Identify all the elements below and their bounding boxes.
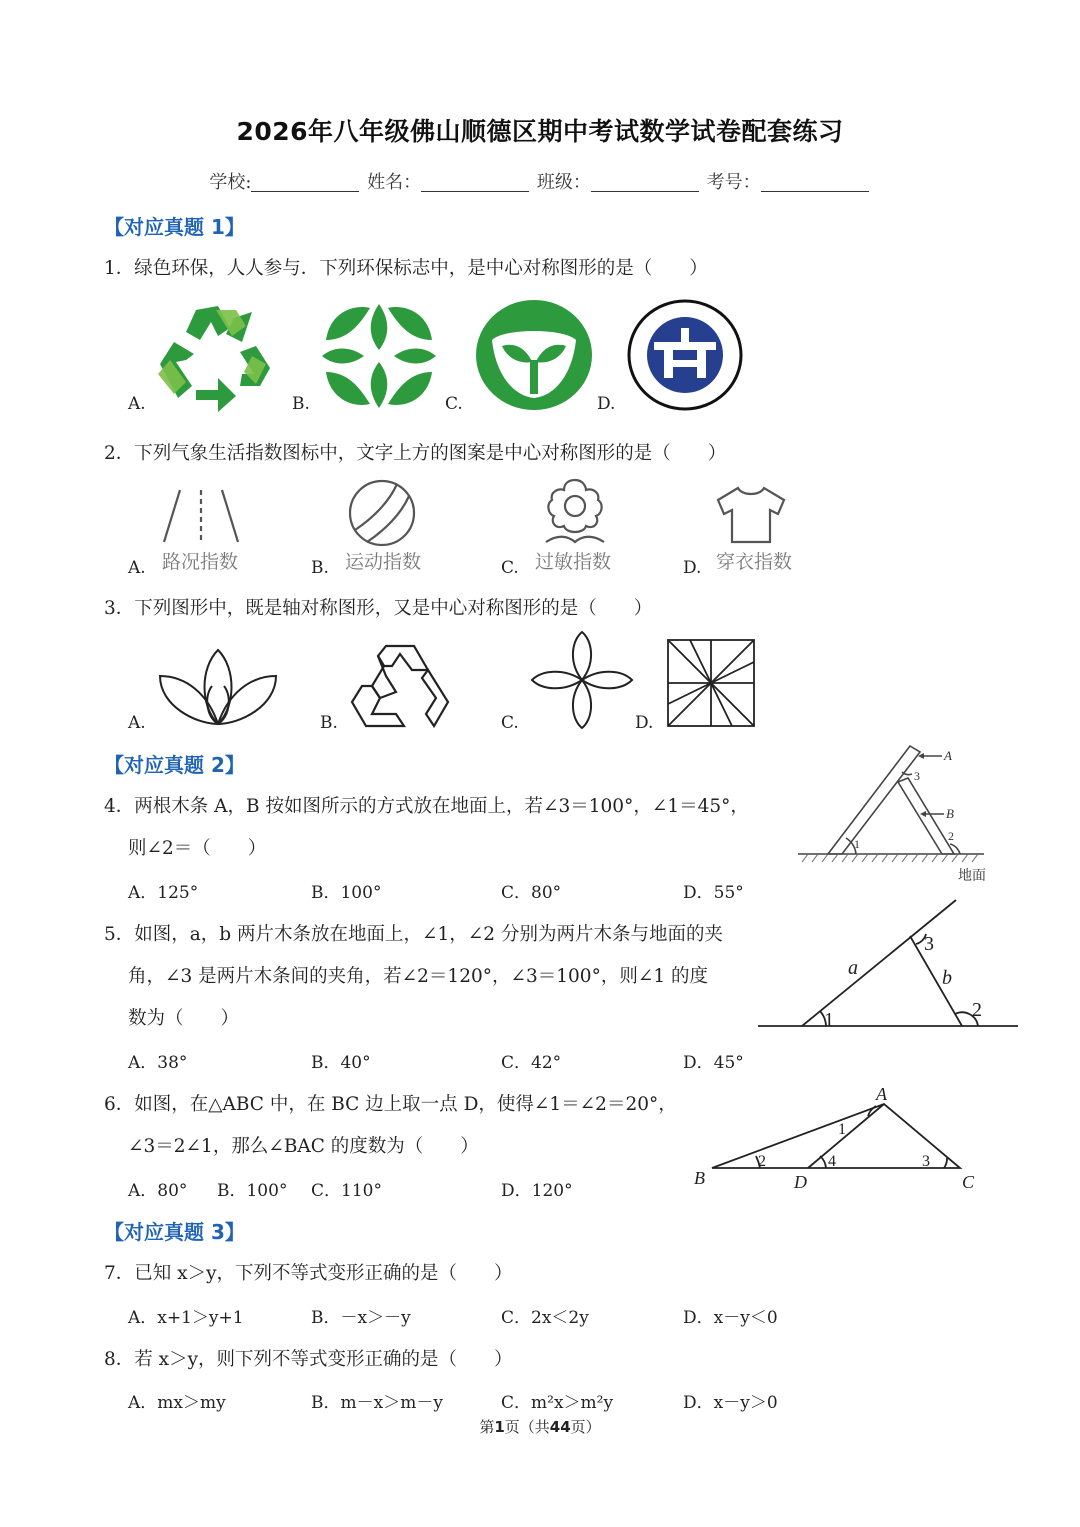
question-2-text: 2．下列气象生活指数图标中，文字上方的图案是中心对称图形的是（ ） [104,443,727,464]
footer-mid: 页（共 [504,1418,550,1436]
q7-option-d: D．x－y＜0 [683,1308,778,1328]
q1-option-c: C. [445,394,463,414]
q8-option-c: C．m²x＞m²y [501,1393,614,1413]
q4-label-b: B [946,806,954,821]
q5-angle-3: 3 [924,933,934,955]
question-6-line-1: 6．如图，在△ABC 中，在 BC 边上取一点 D，使得∠1＝∠2＝20°， [104,1094,677,1115]
question-7-text: 7．已知 x＞y，下列不等式变形正确的是（ ） [104,1263,513,1284]
question-8-text: 8．若 x＞y，则下列不等式变形正确的是（ ） [104,1349,513,1370]
question-5-line-2: 角，∠3 是两片木条间的夹角，若∠2＝120°，∠3＝100°，则∠1 的度 [128,966,708,987]
q4-wooden-sticks-figure [794,742,994,884]
q5-option-a: A．38° [128,1053,188,1073]
exam-no-blank [761,173,869,192]
q2-option-a: A. [128,558,146,578]
clothing-label: 穿衣指数 [716,551,793,573]
leaf-ring-logo-icon [320,300,438,412]
class-blank [591,173,699,192]
triangle-knot-figure-icon [350,642,450,730]
q4-label-a: A [944,748,952,763]
q6-angle-1: 1 [838,1121,846,1138]
section-heading-1: 【对应真题 1】 [104,215,245,239]
q4-option-d: D．55° [683,883,744,903]
q6-vertex-d: D [794,1172,807,1192]
q6-triangle-abc-figure [690,1084,986,1194]
section-heading-3: 【对应真题 3】 [104,1220,245,1244]
blue-emblem-logo-icon [626,298,744,412]
q5-option-d: D．45° [683,1053,744,1073]
q4-angle-1: 1 [854,837,860,851]
q5-option-c: C．42° [501,1053,562,1073]
q3-option-a: A. [128,713,146,733]
q2-option-d: D. [683,558,702,578]
school-blank [251,173,359,192]
school-label: 学校: [209,172,252,193]
q5-angle-2: 2 [972,999,982,1021]
q7-option-c: C．2x＜2y [501,1308,589,1328]
name-blank [421,173,529,192]
q8-option-d: D．x－y＞0 [683,1393,778,1413]
q5-option-b: B．40° [311,1053,371,1073]
sport-ball-icon [345,478,419,548]
exam-no-label: 考号： [706,172,761,193]
question-4-line-1: 4．两根木条 A，B 按如图所示的方式放在地面上，若∠3＝100°，∠1＝45°， [104,796,749,817]
q8-option-a: A．mx＞my [128,1393,226,1413]
q6-option-b: B．100° [217,1181,288,1201]
footer-total-pages: 44 [549,1418,571,1436]
name-label: 姓名： [367,172,422,193]
pinwheel-figure-icon [664,636,758,730]
q4-angle-3: 3 [914,769,920,783]
q4-option-b: B．100° [311,883,382,903]
road-condition-icon [156,486,246,544]
q6-angle-4: 4 [828,1153,836,1170]
question-3-text: 3．下列图形中，既是轴对称图形，又是中心对称图形的是（ ） [104,598,653,619]
recycle-logo-icon [156,302,272,412]
q5-label-b: b [942,967,952,989]
lotus-figure-icon [156,646,282,728]
q2-option-c: C. [501,558,519,578]
question-5-line-1: 5．如图，a，b 两片木条放在地面上，∠1，∠2 分别为两片木条与地面的夹 [104,924,723,945]
class-label: 班级： [536,172,591,193]
q8-option-b: B．m－x＞m－y [311,1393,443,1413]
section-heading-2: 【对应真题 2】 [104,753,245,777]
q3-option-d: D. [635,713,654,733]
q4-option-c: C．80° [501,883,562,903]
q6-angle-2: 2 [758,1153,766,1170]
sport-label: 运动指数 [345,551,422,573]
footer-prefix: 第 [479,1418,495,1436]
q5-angle-1: 1 [824,1009,834,1030]
q1-option-a: A. [128,394,146,414]
q1-option-d: D. [597,394,616,414]
question-4-line-2: 则∠2＝（ ） [128,838,267,859]
q4-angle-2: 2 [948,829,954,843]
student-info-line [0,168,1080,194]
q3-option-c: C. [501,713,519,733]
q4-ground-label: 地面 [958,868,986,884]
question-6-line-2: ∠3＝2∠1，那么∠BAC 的度数为（ ） [128,1136,479,1157]
allergy-label: 过敏指数 [535,551,612,573]
q7-option-a: A．x+1＞y+1 [128,1308,244,1328]
question-1-text: 1．绿色环保，人人参与．下列环保标志中，是中心对称图形的是（ ） [104,258,708,279]
q6-option-c: C．110° [311,1181,382,1201]
q2-option-b: B. [311,558,329,578]
q4-option-a: A．125° [128,883,199,903]
page-title: 2026年八年级佛山顺德区期中考试数学试卷配套练习 [236,117,844,146]
allergy-flower-icon [540,476,610,548]
q5-two-sticks-figure [756,894,1020,1030]
q6-option-a: A．80° [128,1181,188,1201]
question-5-line-3: 数为（ ） [128,1008,240,1029]
q1-option-b: B. [292,394,310,414]
q3-option-b: B. [320,713,338,733]
page-footer [0,1416,1080,1437]
clothing-shirt-icon [714,484,788,546]
q7-option-b: B．－x＞－y [311,1308,411,1328]
q6-vertex-a: A [876,1084,887,1104]
q6-angle-3: 3 [922,1153,930,1170]
road-condition-label: 路况指数 [162,551,239,573]
footer-page-number: 1 [494,1418,505,1436]
four-petal-figure-icon [528,630,636,730]
footer-suffix: 页） [570,1418,601,1436]
green-food-logo-icon [474,298,594,412]
q5-label-a: a [848,957,858,979]
q6-vertex-b: B [694,1168,705,1188]
q6-vertex-c: C [962,1172,975,1192]
q6-option-d: D．120° [501,1181,573,1201]
